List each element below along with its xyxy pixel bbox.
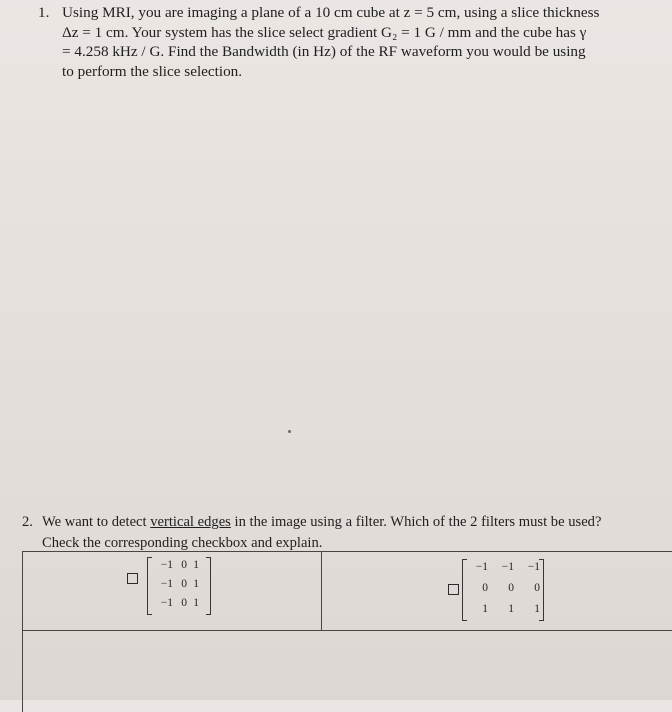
- matrix-cell: −1: [501, 561, 514, 574]
- matrix-cell: 1: [193, 597, 199, 610]
- matrix-cell: 0: [482, 582, 488, 594]
- matrix-cell: 1: [508, 602, 514, 615]
- question-1-line-1: Using MRI, you are imaging a plane of a 10 cm cube at z = 5 cm, using a slice thickness: [62, 4, 600, 21]
- matrix-cell: −1: [160, 558, 173, 571]
- question-1-line-3: = 4.258 kHz / G. Find the Bandwidth (in Hz) of the RF waveform you would be using: [62, 43, 586, 61]
- table-column-divider: [321, 552, 322, 630]
- matrix-cell: 1: [534, 602, 540, 615]
- matrix-cell: 1: [193, 578, 199, 590]
- question-2-number: 2.: [22, 514, 33, 530]
- question-1-number: 1.: [38, 4, 50, 21]
- filter-2-matrix: [462, 559, 544, 621]
- matrix-cell: −1: [160, 597, 173, 610]
- question-1-line-4: to perform the slice selection.: [62, 62, 243, 80]
- matrix-cell: 0: [181, 558, 187, 571]
- filter-1-checkbox[interactable]: [127, 573, 138, 584]
- matrix-cell: −1: [475, 561, 488, 574]
- matrix-cell: 0: [508, 582, 514, 594]
- question-2-line-1: [42, 512, 601, 533]
- matrix-left-bracket: [147, 557, 152, 615]
- question-2-text-before: We want to detect: [42, 514, 151, 530]
- matrix-cell: −1: [527, 561, 540, 574]
- matrix-cell: 1: [193, 558, 199, 571]
- matrix-cell: −1: [160, 578, 173, 590]
- matrix-cell: 0: [181, 578, 187, 590]
- question-2-text-after: in the image using a filter. Which of the 2 filters must be used?: [230, 514, 602, 530]
- filter-1-matrix: [147, 557, 211, 615]
- question-2-underlined-text: vertical edges: [150, 514, 231, 530]
- matrix-left-bracket: [462, 559, 467, 621]
- question-2-line-2: Check the corresponding checkbox and explain.: [42, 534, 323, 551]
- filter-2-checkbox[interactable]: [448, 584, 459, 595]
- filter-table: [22, 551, 672, 712]
- question-1-line-2: Δz = 1 cm. Your system has the slice select gradient G₂ = 1 G / mm and the cube has γ: [62, 23, 587, 41]
- matrix-cell: 0: [181, 597, 187, 610]
- matrix-right-bracket: [206, 557, 211, 615]
- matrix-cell: 1: [482, 602, 488, 615]
- matrix-cell: 0: [534, 582, 540, 594]
- stray-mark: [288, 430, 291, 433]
